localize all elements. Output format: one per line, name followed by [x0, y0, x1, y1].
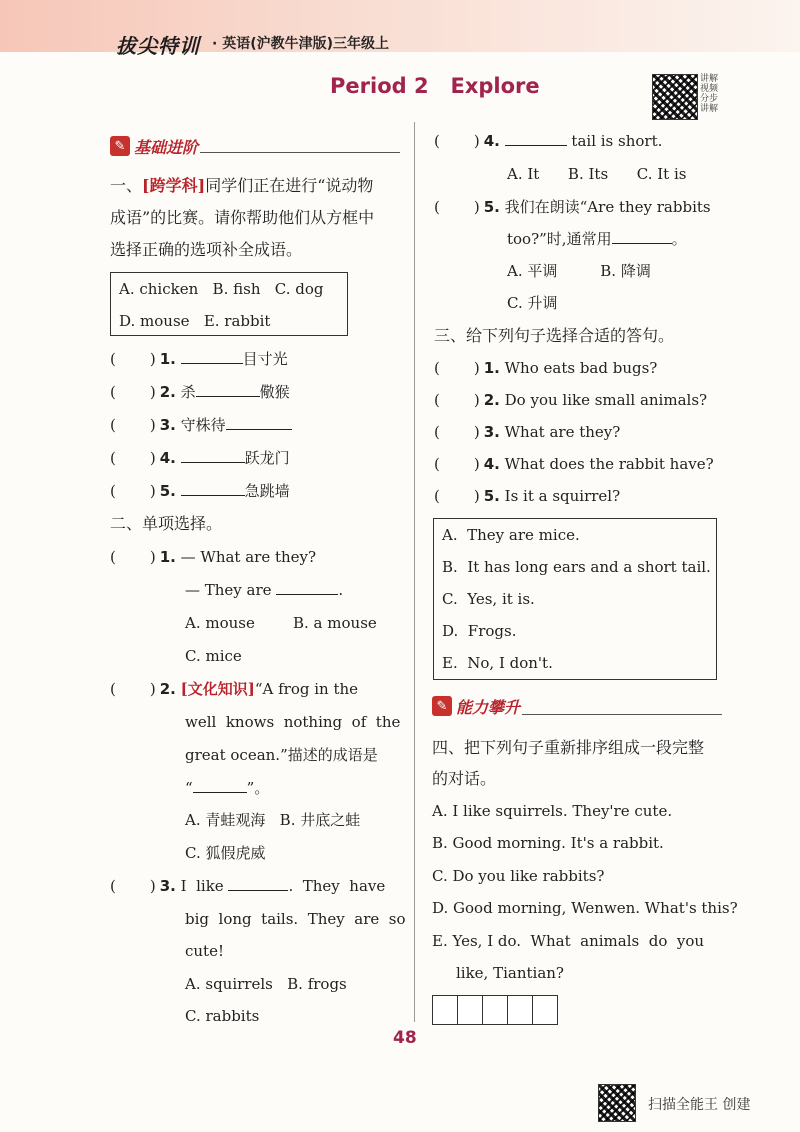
q3-option-d: D. Frogs. [442, 622, 517, 640]
q2-item-4-opts: A. It B. Its C. It is [507, 165, 687, 183]
answer-blank[interactable] [228, 876, 288, 891]
q4-heading-l1: 四、把下列句子重新排序组成一段完整 [432, 738, 705, 757]
q3-item-5: ( ) 5. Is it a squirrel? [434, 487, 621, 505]
q4-item-a: A. I like squirrels. They're cute. [432, 802, 673, 820]
pen-icon: ✎ [432, 696, 452, 716]
answer-blank[interactable] [196, 382, 260, 397]
q3-option-a: A. They are mice. [442, 526, 580, 544]
answer-blank[interactable] [612, 229, 672, 244]
q4-item-d: D. Good morning, Wenwen. What's this? [432, 899, 738, 917]
section-basic-label: 基础进阶 [134, 137, 199, 157]
q3-item-1: ( ) 1. Who eats bad bugs? [434, 359, 658, 377]
q4-item-e-cont: like, Tiantian? [456, 964, 564, 982]
q2-item-5-l2: too?”时,通常用 。 [507, 230, 687, 248]
q2-item-4: ( ) 4. tail is short. [434, 132, 663, 150]
q2-item-5-opts2: C. 升调 [507, 294, 558, 312]
q2-item-5-opts1: A. 平调 B. 降调 [507, 262, 651, 280]
qr-label: 讲解视频 分步讲解 [700, 74, 719, 114]
pen-icon: ✎ [110, 136, 130, 156]
answer-blank[interactable] [226, 415, 292, 430]
q2-item-3-l2: big long tails. They are so [185, 910, 406, 928]
q2-item-1-answer: — They are . [185, 581, 344, 599]
page-title: Period 2 Explore [330, 74, 540, 98]
answer-blank[interactable] [505, 131, 567, 146]
answer-blank[interactable] [181, 349, 243, 364]
q1-tag: 跨学科 [149, 176, 198, 195]
q3-item-4: ( ) 4. What does the rabbit have? [434, 455, 714, 473]
q2-item-3-opts2: C. rabbits [185, 1007, 260, 1025]
q2-tag: [文化知识] [180, 680, 255, 698]
answer-blank[interactable] [276, 580, 338, 595]
book-subtitle: · 英语(沪教牛津版)三年级上 [212, 36, 389, 52]
q3-heading: 三、给下列句子选择合适的答句。 [434, 326, 675, 345]
q2-item-2-opts1: A. 青蛙观海 B. 井底之蛙 [185, 811, 361, 829]
q1-item-5: ( ) 5. 急跳墙 [110, 482, 290, 500]
q2-item-1-opts1: A. mouse B. a mouse [185, 614, 377, 632]
q2-item-3: ( ) 3. I like . They have [110, 877, 386, 895]
q2-item-5: ( ) 5. 我们在朗读“Are they rabbits [434, 198, 711, 216]
section-rule [200, 152, 400, 153]
q3-options-box [433, 518, 717, 680]
q2-item-3-l3: cute! [185, 942, 224, 960]
q1-item-3: ( ) 3. 守株待 [110, 415, 292, 435]
q2-item-2-l4: “ ”。 [185, 779, 270, 797]
q2-heading: 二、单项选择。 [110, 514, 223, 533]
q4-item-b: B. Good morning. It's a rabbit. [432, 834, 664, 852]
answer-blank[interactable] [193, 778, 247, 793]
q4-item-e: E. Yes, I do. What animals do you [432, 932, 705, 950]
q1-heading-line3: 选择正确的选项补全成语。 [110, 240, 303, 259]
answer-cell[interactable] [507, 995, 533, 1025]
q3-option-e: E. No, I don't. [442, 654, 553, 672]
section-rule [522, 714, 722, 715]
qr-code-icon[interactable] [652, 74, 698, 120]
answer-cell[interactable] [457, 995, 483, 1025]
q1-item-2: ( ) 2. 杀 儆猴 [110, 383, 290, 401]
q1-heading-line2: 成语”的比赛。请你帮助他们从方框中 [110, 208, 375, 227]
answer-cell[interactable] [432, 995, 458, 1025]
q3-option-b: B. It has long ears and a short tail. [442, 558, 711, 576]
brand-logo: 拔尖特训 [116, 34, 200, 58]
q4-heading-l2: 的对话。 [432, 769, 497, 788]
q1-heading-line1: 一、[跨学科]同学们正在进行“说动物 [110, 176, 374, 195]
answer-blank[interactable] [181, 481, 245, 496]
q3-option-c: C. Yes, it is. [442, 590, 535, 608]
column-divider [414, 122, 415, 1022]
q1-item-1: ( ) 1. 目寸光 [110, 350, 288, 368]
q2-item-2-l2: well knows nothing of the [185, 713, 401, 731]
q2-item-1: ( ) 1. — What are they? [110, 548, 317, 566]
q2-item-1-opts2: C. mice [185, 647, 242, 665]
q1-box-line1: A. chicken B. fish C. dog [119, 280, 324, 298]
q2-item-3-opts1: A. squirrels B. frogs [185, 975, 347, 993]
q4-item-c: C. Do you like rabbits? [432, 867, 605, 885]
answer-blank[interactable] [181, 448, 245, 463]
page-number: 48 [393, 1028, 417, 1048]
q2-item-2-l3: great ocean.”描述的成语是 [185, 746, 378, 764]
q1-box-line2: D. mouse E. rabbit [119, 312, 271, 330]
scanner-watermark: 扫描全能王 创建 [648, 1097, 751, 1113]
q1-item-4: ( ) 4. 跃龙门 [110, 449, 290, 467]
q4-answer-grid [432, 995, 557, 1025]
answer-cell[interactable] [482, 995, 508, 1025]
section-ability-label: 能力攀升 [456, 697, 521, 717]
scanner-qr-icon [598, 1084, 636, 1122]
q3-item-2: ( ) 2. Do you like small animals? [434, 391, 708, 409]
q2-item-2: ( ) 2. [文化知识]“A frog in the [110, 680, 359, 698]
section-basic [110, 133, 198, 159]
q2-item-2-opts2: C. 狐假虎威 [185, 844, 266, 862]
q1-options-box [110, 272, 348, 336]
q3-item-3: ( ) 3. What are they? [434, 423, 621, 441]
section-ability [432, 693, 520, 719]
answer-cell[interactable] [532, 995, 558, 1025]
